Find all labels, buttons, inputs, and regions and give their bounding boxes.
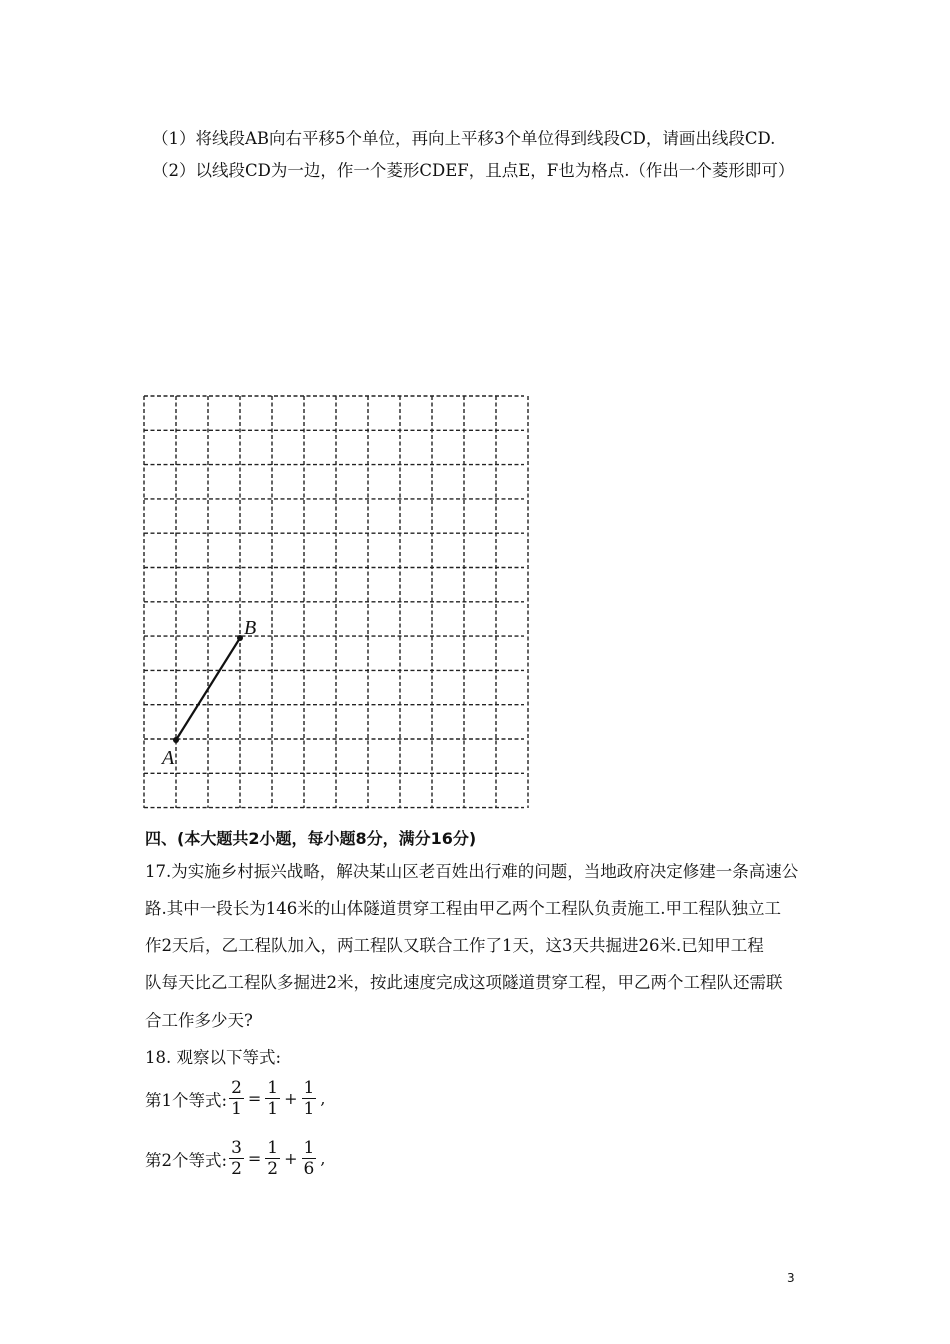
q17-line-3: 作2天后，乙工程队加入，两工程队又联合工作了1天，这3天共掘进26米.已知甲工程 (145, 936, 764, 955)
fraction-lhs: $\frac{2}{1}$ (231, 1078, 242, 1119)
equation-2: 第2个等式: $\frac{3}{2}$ = $\frac{1}{2}$ + $\frac{1}{6}$ , (145, 1138, 326, 1179)
q17-line-4: 队每天比乙工程队多掘进2米，按此速度完成这项隧道贯穿工程，甲乙两个工程队还需联 (145, 973, 783, 992)
section-4-heading: 四、(本大题共2小题，每小题8分，满分16分) (145, 829, 477, 848)
q17-line-2: 路.其中一段长为146米的山体隧道贯穿工程由甲乙两个工程队负责施工.甲工程队独立工 (145, 899, 781, 918)
equation-1-label: 第1个等式: (145, 1090, 228, 1110)
fraction-a: $\frac{1}{1}$ (267, 1078, 279, 1119)
question-2-text: （2）以线段CD为一边，作一个菱形CDEF，且点E，F也为格点.（作出一个菱形即可） (152, 161, 795, 180)
q18-intro: 18. 观察以下等式: (145, 1048, 282, 1067)
fraction-b: $\frac{1}{1}$ (303, 1078, 315, 1119)
equation-2-label: 第2个等式: (145, 1150, 228, 1170)
point-a (173, 737, 179, 743)
fraction-lhs: $\frac{3}{2}$ (231, 1138, 242, 1179)
grid-figure (140, 392, 530, 812)
fraction-a: $\frac{1}{2}$ (267, 1138, 279, 1179)
question-1-text: （1）将线段AB向右平移5个单位，再向上平移3个单位得到线段CD，请画出线段CD. (152, 129, 776, 148)
label-b: B (244, 617, 257, 639)
page-number: 3 (787, 1271, 795, 1285)
point-b (237, 635, 243, 641)
q17-line-1: 17.为实施乡村振兴战略，解决某山区老百姓出行难的问题，当地政府决定修建一条高速公 (145, 862, 799, 881)
q17-line-5: 合工作多少天? (145, 1011, 253, 1030)
fraction-b: $\frac{1}{6}$ (303, 1138, 315, 1179)
label-a: A (162, 747, 175, 769)
equation-1: 第1个等式: $\frac{2}{1}$ = $\frac{1}{1}$ + $\frac{1}{1}$ , (145, 1078, 326, 1119)
